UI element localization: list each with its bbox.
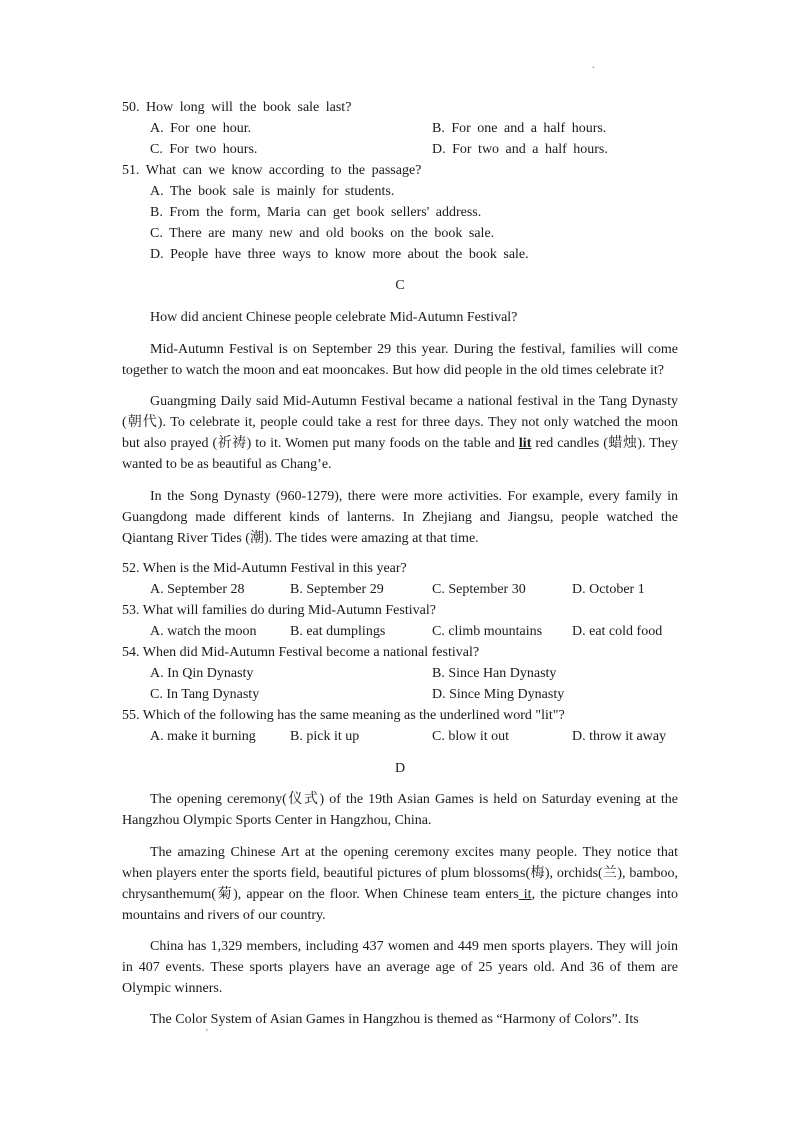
section-c-label: C [395,278,405,293]
question-50-option-a: A. For one hour. [150,121,252,136]
section-d-paragraph-2-text-after: , the picture changes into mountains and rivers of our country. [122,887,679,923]
section-c-title: How did ancient Chinese people celebrate Mid-Autumn Festival? [150,310,518,325]
underlined-word-it: it [518,887,532,902]
question-54-option-c: C. In Tang Dynasty [150,687,260,702]
underlined-word-lit: lit [518,436,532,451]
section-d-paragraph-2 [122,842,678,926]
question-54-option-d: D. Since Ming Dynasty [432,687,565,702]
page-mark-bottom: ' [206,1028,208,1039]
question-52-option-b: B. September 29 [290,582,384,597]
question-55-stem: 55. Which of the following has the same meaning as the underlined word "lit"? [122,708,565,723]
question-53-option-d: D. eat cold food [572,624,663,639]
question-55-option-b: B. pick it up [290,729,360,744]
question-52-option-a: A. September 28 [150,582,245,597]
question-53-option-c: C. climb mountains [432,624,543,639]
section-c-paragraph-3: In the Song Dynasty (960-1279), there were more activities. For example, every family in Guangdong made different kinds of lanterns. In Zhejiang and Jiangsu, people watched the Qiantang River Tides (潮). The tides were amazing at that time. [122,489,678,546]
question-54-option-b: B. Since Han Dynasty [432,666,557,681]
question-50-option-b: B. For one and a half hours. [432,121,607,136]
section-d-paragraph-4: The Color System of Asian Games in Hangzhou is themed as “Harmony of Colors”. Its [150,1012,639,1027]
section-c-paragraph-2 [122,391,678,475]
section-c-paragraph-1: Mid-Autumn Festival is on September 29 this year. During the festival, families will come together to watch the moon and eat mooncakes. But how did people in the old times celebrate it? [122,342,678,378]
section-d-paragraph-2-text-before: The amazing Chinese Art at the opening ceremony excites many people. They notice that when players enter the sports field, beautiful pictures of plum blossoms(梅), orchids(兰), bamboo, chrysanthemum(菊), appear on the floor. When Chinese team enters [122,845,678,902]
question-51-option-c: C. There are many new and old books on the book sale. [150,226,495,241]
question-55-option-c: C. blow it out [432,729,510,744]
question-50-option-c: C. For two hours. [150,142,258,157]
question-52-option-c: C. September 30 [432,582,526,597]
question-54-stem: 54. When did Mid-Autumn Festival become a national festival? [122,645,480,660]
question-55-option-a: A. make it burning [150,729,256,744]
page-mark: . [592,60,595,71]
section-c-paragraph-2-text-before: Guangming Daily said Mid-Autumn Festival became a national festival in the Tang Dynasty (朝代). To celebrate it, people could take a rest for three days. They not only watched the moon but also prayed (祈祷) to it. Women put many foods on the table and [122,394,678,451]
question-51-option-d: D. People have three ways to know more about the book sale. [150,247,529,262]
question-51-option-a: A. The book sale is mainly for students. [150,184,395,199]
question-50-option-d: D. For two and a half hours. [432,142,608,157]
section-d-paragraph-1: The opening ceremony(仪式) of the 19th Asian Games is held on Saturday evening at the Hangzhou Olympic Sports Center in Hangzhou, China. [122,792,678,828]
question-52-option-d: D. October 1 [572,582,645,597]
section-d-paragraph-3: China has 1,329 members, including 437 women and 449 men sports players. They will join in 407 events. These sports players have an average age of 25 years old. And 36 of them are Olympic winners. [122,939,678,996]
question-51-option-b: B. From the form, Maria can get book sellers' address. [150,205,482,220]
question-53-option-a: A. watch the moon [150,624,257,639]
question-50-stem: 50. How long will the book sale last? [122,100,352,115]
question-51-stem: 51. What can we know according to the passage? [122,163,422,178]
question-54-option-a: A. In Qin Dynasty [150,666,254,681]
section-c-paragraph-2-text-after: red candles (蜡烛). They wanted to be as beautiful as Chang’e. [122,436,678,472]
question-52-stem: 52. When is the Mid-Autumn Festival in this year? [122,561,407,576]
question-53-stem: 53. What will families do during Mid-Autumn Festival? [122,603,436,618]
section-d-label: D [394,761,406,776]
question-55-option-d: D. throw it away [572,729,667,744]
question-53-option-b: B. eat dumplings [290,624,386,639]
